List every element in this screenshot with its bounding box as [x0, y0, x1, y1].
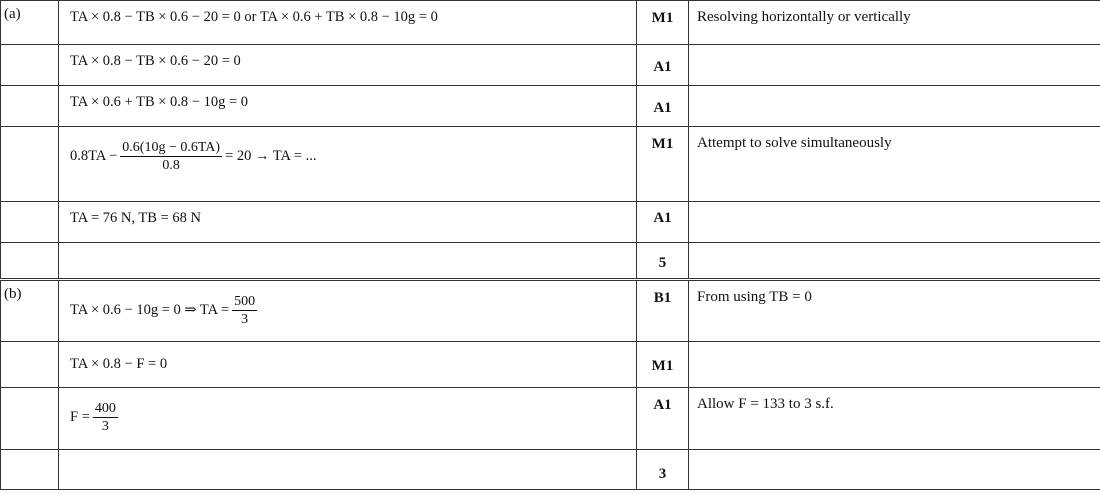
table-row	[1, 388, 1100, 450]
equation-b1	[70, 293, 260, 328]
part-label	[1, 388, 59, 450]
note-cell: From using TB = 0	[689, 280, 1100, 342]
working-cell	[59, 243, 637, 280]
equation-suffix: = 20 → TA = ...	[225, 148, 317, 164]
equation-prefix: TA × 0.6 − 10g = 0 ⇒ TA =	[70, 302, 230, 318]
working-text: TA × 0.8 − F = 0	[70, 356, 168, 372]
fraction-denominator: 3	[101, 419, 109, 434]
fraction	[120, 139, 222, 174]
working-cell	[59, 388, 637, 450]
part-label	[1, 342, 59, 388]
working-cell	[59, 202, 637, 243]
note-cell: Allow F = 133 to 3 s.f.	[689, 388, 1100, 450]
note-cell	[689, 45, 1100, 86]
mark-cell: M1	[637, 1, 689, 45]
part-label: (b)	[1, 280, 59, 342]
fraction	[232, 293, 257, 328]
table-row	[1, 127, 1100, 202]
table-row	[1, 202, 1100, 243]
note-cell: Resolving horizontally or vertically	[689, 1, 1100, 45]
total-marks: 5	[637, 243, 689, 280]
note-cell	[689, 202, 1100, 243]
note-cell	[689, 86, 1100, 127]
table-row	[1, 1, 1100, 45]
equation-prefix: F =	[70, 409, 90, 425]
part-label	[1, 243, 59, 280]
mark-cell: A1	[637, 388, 689, 450]
fraction-numerator: 400	[94, 401, 116, 416]
equation-f	[70, 400, 121, 435]
note-cell: Attempt to solve simultaneously	[689, 127, 1100, 202]
working-cell	[59, 450, 637, 490]
working-text: TA × 0.8 − TB × 0.6 − 20 = 0	[70, 53, 241, 69]
working-text: TA = 76 N, TB = 68 N	[70, 210, 201, 226]
table-row	[1, 342, 1100, 388]
table-row	[1, 86, 1100, 127]
fraction-denominator: 3	[241, 312, 249, 327]
mark-cell: A1	[637, 86, 689, 127]
working-cell	[59, 45, 637, 86]
part-label	[1, 86, 59, 127]
working-cell	[59, 280, 637, 342]
note-cell	[689, 450, 1100, 490]
simultaneous-equation	[70, 139, 317, 174]
working-cell	[59, 1, 637, 45]
working-cell	[59, 342, 637, 388]
table-row	[1, 450, 1100, 490]
table-row	[1, 280, 1100, 342]
equation-prefix: 0.8TA −	[70, 148, 118, 164]
table-row	[1, 243, 1100, 280]
mark-cell: B1	[637, 280, 689, 342]
mark-cell: A1	[637, 202, 689, 243]
note-cell	[689, 342, 1100, 388]
part-label	[1, 450, 59, 490]
mark-cell: M1	[637, 127, 689, 202]
part-label	[1, 45, 59, 86]
fraction	[93, 400, 118, 435]
note-cell	[689, 243, 1100, 280]
working-text: TA × 0.6 + TB × 0.8 − 10g = 0	[70, 94, 249, 110]
table-row	[1, 45, 1100, 86]
mark-cell: A1	[637, 45, 689, 86]
working-cell	[59, 86, 637, 127]
part-label	[1, 127, 59, 202]
working-cell	[59, 127, 637, 202]
fraction-numerator: 0.6(10g − 0.6TA)	[122, 140, 221, 155]
fraction-denominator: 0.8	[162, 158, 180, 173]
mark-cell: M1	[637, 342, 689, 388]
fraction-numerator: 500	[234, 294, 256, 309]
part-label: (a)	[1, 1, 59, 45]
working-text: TA × 0.8 − TB × 0.6 − 20 = 0 or TA × 0.6 + TB × 0.8 − 10g = 0	[70, 9, 438, 25]
total-marks: 3	[637, 450, 689, 490]
part-label	[1, 202, 59, 243]
